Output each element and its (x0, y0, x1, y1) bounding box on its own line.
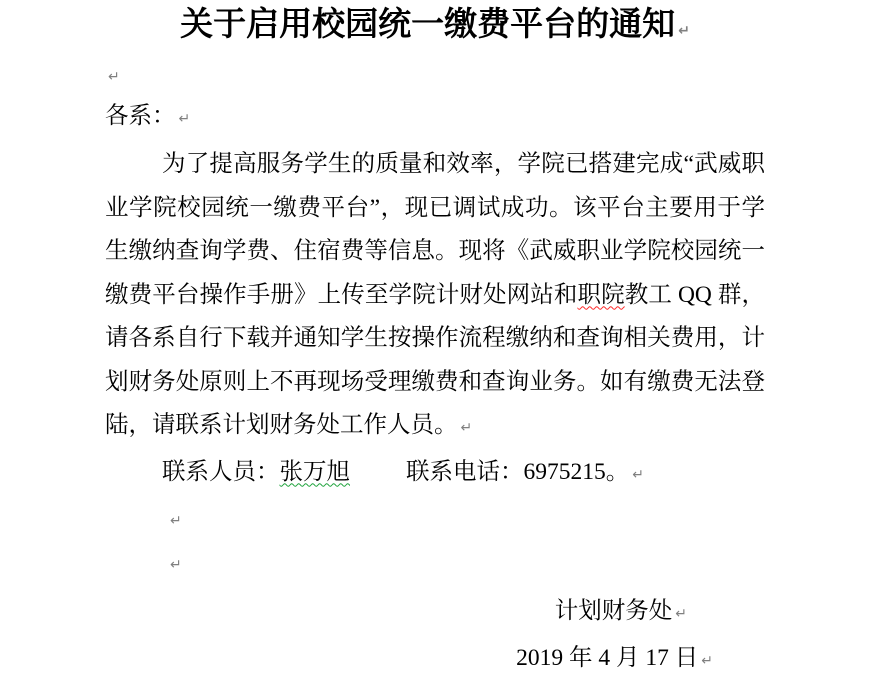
document-title-line (105, 2, 765, 54)
body-text: 陆，请联系计划财务处工作人员。 (105, 412, 458, 438)
body-text: 教工 QQ 群， (625, 282, 765, 308)
contact-phone-label: 联系电话： (406, 459, 524, 485)
paragraph-mark-icon: ↵ (170, 557, 182, 573)
empty-paragraph (105, 497, 765, 541)
paragraph-mark-icon: ↵ (632, 467, 644, 483)
paragraph-line (105, 187, 765, 231)
body-text: 划财务处原则上不再现场受理缴费和查询业务。如有缴费无法登 (105, 369, 765, 395)
contact-person-label: 联系人员： (162, 459, 280, 485)
empty-paragraph (105, 54, 765, 94)
paragraph-mark-icon: ↵ (108, 69, 120, 85)
body-text: 请各系自行下载并通知学生按操作流程缴纳和查询相关费用，计 (105, 325, 765, 351)
paragraph-line (105, 404, 765, 451)
document-page (105, 2, 765, 683)
empty-paragraph (105, 541, 765, 585)
contact-person-name: 张万旭 (280, 459, 351, 485)
paragraph-line (105, 143, 765, 187)
document-title: 关于启用校园统一缴费平台的通知 (180, 7, 675, 43)
document-date: 2019 年 4 月 17 日 (516, 645, 698, 671)
paragraph-mark-icon: ↵ (170, 513, 182, 529)
main-paragraph (105, 143, 765, 451)
body-text: 生缴纳查询学费、住宿费等信息。现将《武威职业学院校园统一 (105, 238, 765, 264)
paragraph-mark-icon: ↵ (678, 23, 690, 39)
paragraph-mark-icon: ↵ (179, 111, 191, 127)
date-line (105, 637, 765, 683)
contact-line (105, 451, 765, 498)
body-text: 缴费平台操作手册》上传至学院计财处网站和 (105, 282, 577, 308)
salutation-text: 各系： (105, 103, 176, 129)
paragraph-line (105, 317, 765, 361)
paragraph-line (105, 274, 765, 318)
body-text: 业学院校园统一缴费平台”，现已调试成功。该平台主要用于学 (105, 195, 765, 221)
paragraph-mark-icon: ↵ (461, 420, 473, 436)
signature-department: 计划财务处 (555, 598, 673, 624)
salutation-line (105, 94, 765, 141)
signature-line (105, 590, 765, 637)
contact-phone-number: 6975215。 (524, 459, 630, 485)
paragraph-line (105, 230, 765, 274)
body-text: 为了提高服务学生的质量和效率，学院已搭建完成“武威职 (162, 151, 765, 177)
paragraph-mark-icon: ↵ (675, 606, 687, 622)
paragraph-mark-icon: ↵ (701, 653, 713, 669)
spellcheck-flagged-text: 职院 (577, 282, 624, 308)
paragraph-line (105, 361, 765, 405)
